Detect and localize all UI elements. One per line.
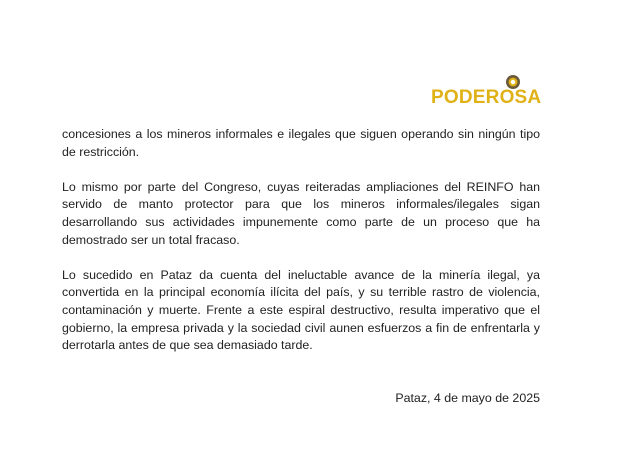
paragraph-1: concesiones a los mineros informales e ilegales que siguen operando sin ningún tipo de restricción. [62, 127, 540, 159]
place-date-signoff: Pataz, 4 de mayo de 2025 [395, 391, 540, 405]
company-logo [431, 74, 551, 110]
paragraph-3: Lo sucedido en Pataz da cuenta del ineluctable avance de la minería ilegal, ya convertida en la principal economía ilícita del país, y su terrible rastro de violencia, contaminación y muerte. Frente a este espiral destructivo, resulta imperativo que el gobierno, la empresa privada y la sociedad civil aunen esfuerzos a fin de enfrentarla y derrotarla antes de que sea demasiado tarde. [62, 267, 540, 353]
logo-wordmark: PODEROSA [431, 87, 542, 108]
document-body [62, 126, 540, 372]
paragraph-2: Lo mismo por parte del Congreso, cuyas reiteradas ampliaciones del REINFO han servido de manto protector para que los mineros informales/ilegales sigan desarrollando sus actividades impunemente como parte de un proceso que ha demostrado ser un total fracaso. [62, 179, 540, 247]
